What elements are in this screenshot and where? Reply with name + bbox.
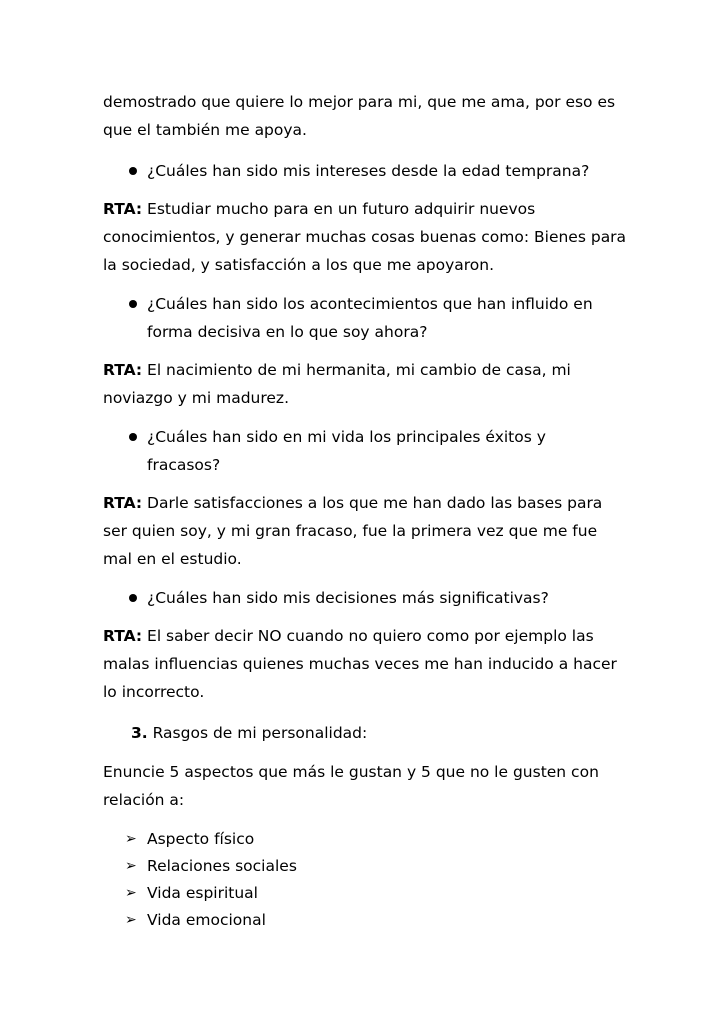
rta-label: RTA:	[103, 494, 143, 512]
arrow-bullet-icon: ➢	[125, 858, 137, 874]
list-item: Vida emocional	[147, 911, 266, 929]
answer-2-line: noviazgo y mi madurez.	[103, 389, 289, 407]
arrow-bullet-icon: ➢	[125, 831, 137, 847]
question-2: forma decisiva en lo que soy ahora?	[147, 323, 428, 341]
paragraph-line: demostrado que quiere lo mejor para mi, que me ama, por eso es	[103, 93, 616, 111]
bullet-icon	[129, 167, 137, 175]
answer-1-line	[103, 199, 535, 219]
section-number: 3.	[131, 724, 148, 742]
section-title: Rasgos de mi personalidad:	[147, 724, 368, 742]
answer-text: Estudiar mucho para en un futuro adquirir nuevos	[142, 200, 536, 218]
answer-3-line: mal en el estudio.	[103, 550, 242, 568]
answer-text: El saber decir NO cuando no quiero como por ejemplo las	[142, 627, 594, 645]
answer-3-line	[103, 493, 602, 513]
rta-label: RTA:	[103, 627, 143, 645]
answer-4-line: lo incorrecto.	[103, 683, 205, 701]
arrow-bullet-icon: ➢	[125, 912, 137, 928]
arrow-bullet-icon: ➢	[125, 885, 137, 901]
bullet-icon	[129, 594, 137, 602]
answer-text: El nacimiento de mi hermanita, mi cambio de casa, mi	[142, 361, 571, 379]
list-item: Vida espiritual	[147, 884, 258, 902]
instruction-line: Enuncie 5 aspectos que más le gustan y 5 que no le gusten con	[103, 763, 599, 781]
rta-label: RTA:	[103, 361, 143, 379]
answer-4-line: malas influencias quienes muchas veces me han inducido a hacer	[103, 655, 617, 673]
answer-1-line: conocimientos, y generar muchas cosas buenas como: Bienes para	[103, 228, 627, 246]
question-3: fracasos?	[147, 456, 221, 474]
answer-3-line: ser quien soy, y mi gran fracaso, fue la primera vez que me fue	[103, 522, 598, 540]
list-item: Relaciones sociales	[147, 857, 297, 875]
bullet-icon	[129, 433, 137, 441]
question-2: ¿Cuáles han sido los acontecimientos que han influido en	[147, 295, 593, 313]
instruction-line: relación a:	[103, 791, 185, 809]
paragraph-line: que el también me apoya.	[103, 121, 307, 139]
bullet-icon	[129, 300, 137, 308]
question-1: ¿Cuáles han sido mis intereses desde la edad temprana?	[147, 162, 590, 180]
section-heading	[131, 723, 367, 743]
rta-label: RTA:	[103, 200, 143, 218]
list-item: Aspecto físico	[147, 830, 255, 848]
answer-text: Darle satisfacciones a los que me han dado las bases para	[142, 494, 603, 512]
answer-4-line	[103, 626, 594, 646]
question-3: ¿Cuáles han sido en mi vida los principales éxitos y	[147, 428, 546, 446]
answer-2-line	[103, 360, 571, 380]
answer-1-line: la sociedad, y satisfacción a los que me apoyaron.	[103, 256, 495, 274]
question-4: ¿Cuáles han sido mis decisiones más significativas?	[147, 589, 549, 607]
